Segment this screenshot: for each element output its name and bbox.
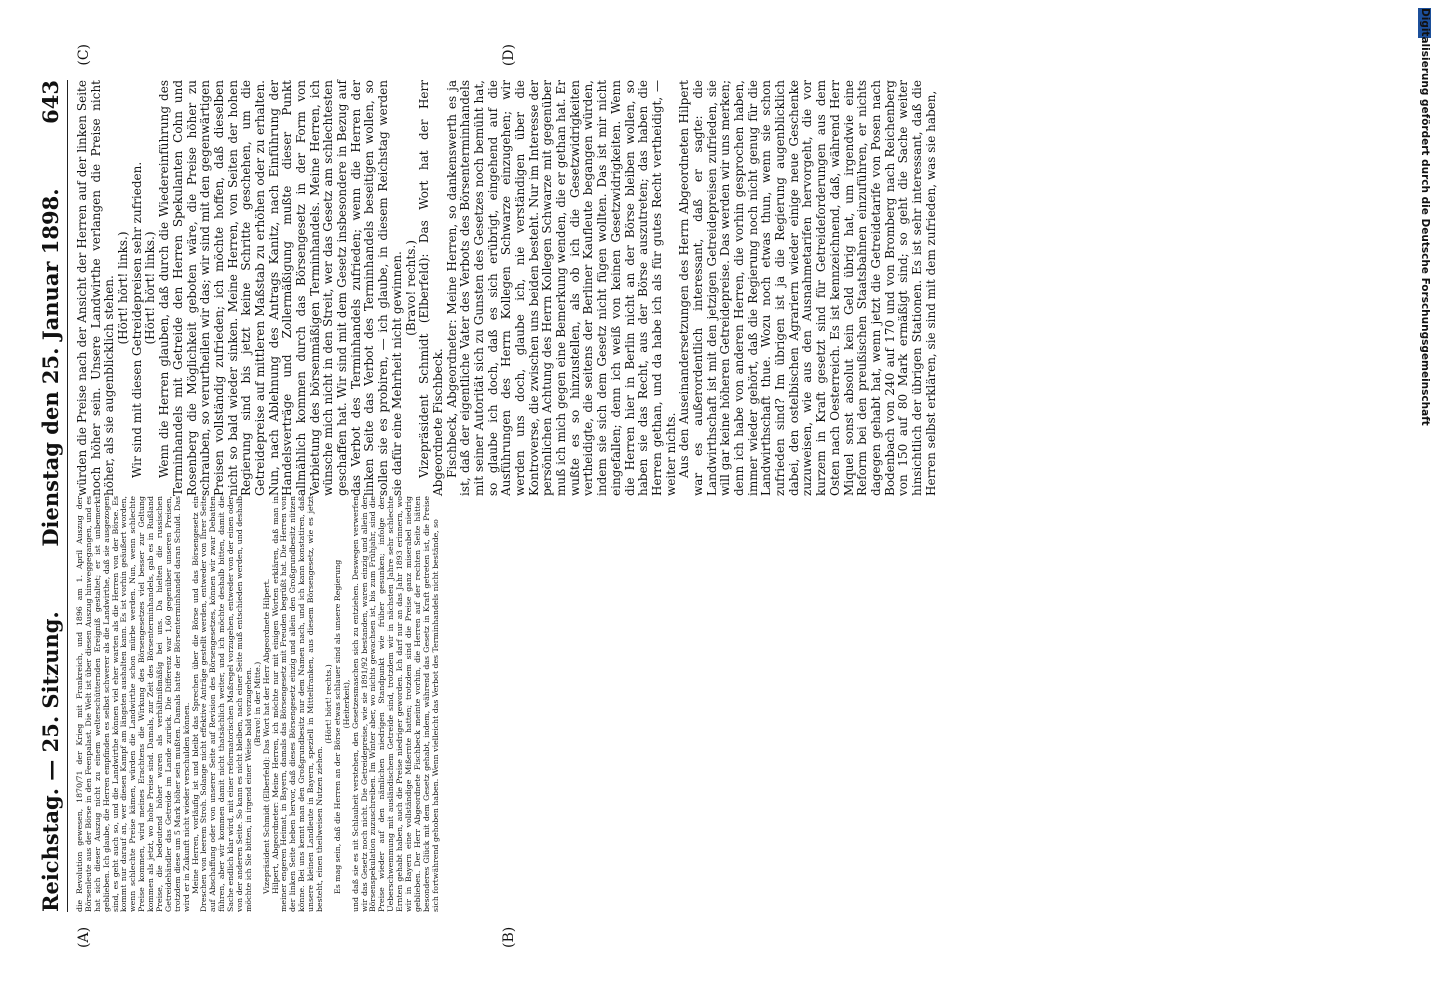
interjection: (Bravo! rechts.)	[403, 240, 418, 336]
marker-b: (B)	[501, 926, 517, 948]
paragraph: Wenn die Herren glauben, daß durch die Wiedereinführung des Terminhandels mit Getreide den Herren Spekulanten Cohn und Rosenberg die Möglichkeit geboten wäre, die Preise höher zu schrauben, so verurtheilen wir das; wir sind mit den gegenwärtigen Preisen vollständig zufrieden; ich möchte hoffen, daß dieselben nicht so bald wieder sinken. Meine Herren, von Seiten der hohen Regierung sind bis jetzt keine Schritte geschehen, um die Getreidepreise auf mittleren Maßstab zu erhöhen oder zu erhalten. Nun, nach Ablehnung des Antrags Kanitz, nach Einführung der Handelsverträge und Zollermäßigung mußte dieser Punkt allmählich kommen durch das Börsengesetz in der Form von Verbietung des börsenmäßigen Terminhandels. Meine Herren, ich wünsche mich nicht in den Streit, wer das Gesetz am schlechtesten geschaffen hat. Wir sind mit dem Gesetz insbesondere in Bezug auf das Verbot des Terminhandels zufrieden; wenn die Herren der linken Seite das Verbot des Terminhandels beseitigen wollen, so sollen sie es probiren, — ich glaube, in diesem Reichstag werden sie dafür eine Mehrheit nicht gewinnen.	[157, 80, 404, 496]
paragraph: Es mag sein, daß die Herren an der Börse etwas schlauer sind als unsere Regierung	[332, 559, 342, 894]
paragraph: würden die Preise nach der Ansicht der Herren auf der linken Seite noch höher sein. Unsere Landwirthe verlangen die Preise nicht höher, als sie augenblicklich stehen.	[75, 80, 117, 496]
paragraph: Aus den Auseinandersetzungen des Herrn Abgeordneten Hilpert war es außerordentlich interessant, daß er sagte: die Landwirthschaft ist mit den jetzigen Getreidepreisen zufrieden, sie will gar keine höheren Getreidepreise. Das werden wir uns merken; denn ich habe von anderen Herren, die vorhin gesprochen haben, immer wieder gehört, daß die Regierung noch nicht genug für die Landwirthschaft thue. Wozu noch etwas thun, wenn sie schon zufrieden sind? Im übrigen ist ja die Regierung augenblicklich dabei, den ostelbischen Agrariern wieder einige neue Geschenke zuzuweisen, wie aus den Ausnahmetarifen hervorgeht, die vor kurzem in Kraft gesetzt sind für Getreideforderungen aus dem Osten nach Oesterreich. Es ist kennzeichnend, daß, während Herr Miquel sonst absolut kein Geld übrig hat, um irgendwie eine Reform bei den preußischen Staatsbahnen einzuführen, er nichts dagegen gehabt hat, wenn jetzt die Getreidetarife von Posen nach Bodenbach von 240 auf 170 und von Bromberg nach Reichenberg von 150 auf 80 Mark ermäßigt sind; so geht die Sache weiter hinsichtlich der übrigen Stationen. Es ist sehr interessant, daß die Herren selbst erklären, sie sind mit dem zufrieden, was sie haben,	[677, 80, 938, 496]
paragraph: Fischbeck, Abgeordneter: Meine Herren, so dankenswerth es ja ist, daß der eigentliche Vater des Verbots des Börsenterminhandels mit seiner Autorität sich zu Gunsten des Gesetzes noch bemüht hat, so glaube ich doch, daß es sich erübrigt, eingehend auf die Ausführungen des Herrn Kollegen Schwarze einzugehen; wir werden uns doch, glaube ich, nie verständigen über die Kontroverse, die zwischen uns beiden besteht. Nur im Interesse der persönlichen Achtung des Herrn Kollegen Schwarze mit gegenüber muß ich mich gegen eine Bemerkung wenden, die er gethan hat. Er wußte es so hinzustellen, als ob ich die Gesetzwidrigkeiten vertheidigte, die seitens der Berliner Kaufleute begangen würden, indem sie sich dem Gesetz nicht fügen wollten. Das ist mir nicht eingefallen; denn ich weiß von keinen Gesetzwidrigkeiten. Wenn die Herren hier in Berlin nicht an der Börse bleiben wollen, so haben sie das Recht, aus der Börse auszutreten; das haben die Herren gethan, und da habe ich als für gutes Recht vertheidigt, — weiter nichts.	[444, 80, 678, 496]
interjection: (Hört! hört! rechts.)	[323, 664, 333, 744]
interjection: (Heiterkeit),	[341, 679, 351, 729]
digitization-credit	[1417, 8, 1431, 958]
paragraph: Vizepräsident Schmidt (Elberfeld): Das Wort hat der Herr Abgeordnete Hilpert.	[261, 578, 271, 894]
paragraph: Hilpert, Abgeordneter: Meine Herren, ich möchte nur mit einigen Worten erklären, daß man in meiner engeren Heimat, in Bayern, damals das Börsengesetz mit Freuden begrüßt hat. Die Herren von der linken Seite heben hervor, daß dieses Börsengesetz einzig und allein den Großgrundbesitz nützen könne. Bei uns kennt man den Großgrundbesitz nur dem Namen nach, und ich kann konstatiren, daß unsere kleinen Landleute in Bayern, speziell in Mittelfranken, aus diesem Börsengesetz, wie es jetzt besteht, einen theilweisen Nutzen ziehen.	[270, 496, 325, 912]
paragraph: und daß sie es nit Schlauheit verstehen, den Gesetzesmaschen sich zu entziehen. Deswegen verwerfen wir das Gesetz noch nicht. Die Getreidepreise, wie sie 1891/92 bestanden, waren einzig und allein der Börsenspekulation zuzuschreiben. Im Winter aber, wo nichts gewachsen ist, bis zum Frühjahr, sind die Preise wieder auf den nämlichen niedrigen Standpunkt wie früher gesunken; infolge der Ueberschwemmung mit ausländischem Getreide sind, trotzdem wir in nächsten Jahre sehr schlechte Ernten gehabt haben, auch die Preise niedriger geworden. Ich darf nur an das Jahr 1893 erinnern, wo wir in Bayern eine vollständige Mißernte hatten; trotzdem sind die Preise ganz miserabel niedrig geblieben. Der Herr Abgeordnete Fischbeck meinte vorhin, die Herren auf der rechten Seite hätten besonderes Glück mit dem Gesetz gehabt, indem, während das Gesetz in Kraft getreten ist, die Preise sich fortwährend gehoben haben. Wenn vielleicht das Verbot des Terminhandels nicht bestände, so	[350, 496, 440, 912]
page-number: 643	[38, 80, 63, 124]
scanned-page	[30, 26, 1370, 966]
page-header	[38, 80, 68, 912]
paragraph: die Revolution gewesen, 1870/71 der Krieg mit Frankreich, und 1896 am 1. April Auszug der Börsenleute aus der Börse in den Feenpalast. Die Welt ist über diesen Auszug hinweggegangen, und es hat sich dieser Auszug nicht zu einem welterschütternden Ereigniß gestaltet; er ist unbemerkt geblieben. Ich glaube, die Herren empfinden es selbst schwerer als die Landwirthe, daß sie ausgezogen sind, es geht auch so, und die Landwirthe können viel eher warten als die Herren von der Börse. Es kommt nur darauf an, wer diesen Kampf am längsten aushalten kann. Es ist vorhin geäußert worden, wenn schlechte Preise kämen, würden die Landwirthe schon mürbe werden. Nun, wenn schlechte Preise kommen, wird meines Erachtens die Wirkung des Börsengesetzes viel besser zur Geltung kommen als jetzt, wo hohe Preise sind. Damals, zur Zeit des Börsenterminhandels, gab es in Rußland Preise, die bedeutend höher waren als verhältnißmäßig bei uns. Da hielten die russischen Getreidehändler das Getreide im Lande zurück. Die Differenz war 1,60 gegenüber unseren Preisen, trotzdem diese um 5 Mark höher sein mußten. Damals hatte der Börsenterminhandel daran Schuld. Das wird er in Zukunft nicht wieder verschulden können.	[75, 496, 191, 912]
credit-text: Digitalisierung gefördert durch die Deutsche Forschungsgemeinschaft	[1419, 8, 1431, 426]
header-date: Dienstag den 25. Januar 1898.	[38, 188, 63, 547]
paragraph: Vizepräsident Schmidt (Elberfeld): Das Wort hat der Herr Abgeordnete Fischbeck.	[417, 80, 445, 496]
left-column	[76, 496, 938, 912]
paragraph: Meine Herren, vorläufig ist und bleibt das Sprechen über die Börse und das Börsengesetz ein Dreschen von leerem Stroh. Solange nicht effektive Anträge gestellt werden, entweder von Ihrer Seite auf Abschaffung oder von unserer Seite auf Revision des Börsengesetzes, können wir zwar Debatten führen, aber wir kommen damit nicht thatsächlich weiter, und ich möchte deshalb bitten, damit die Sache endlich klar wird, mit einer reformatorischen Maßregel vorzugehen, entweder von der einen oder von der anderen Seite. So kann es nicht bleiben, nach einer Seite muß entschieden werden, und deshalb möchte ich Sie bitten, in irgend einer Weise bald vorzugehen.	[190, 496, 253, 912]
marker-a: (A)	[76, 926, 92, 948]
right-column	[76, 80, 938, 496]
interjection: (Hört! hört! links.)	[116, 231, 131, 345]
paragraph: Wir sind mit diesen Getreidepreisen sehr zufrieden.	[129, 161, 144, 478]
text-columns	[75, 44, 938, 948]
marker-c: (C)	[76, 44, 92, 66]
interjection: (Hört! hört! links.)	[143, 231, 158, 345]
header-left: Reichstag. — 25. Sitzung.	[38, 611, 63, 912]
interjection: (Bravo! in der Mitte.)	[252, 661, 262, 747]
marker-d: (D)	[501, 44, 517, 67]
